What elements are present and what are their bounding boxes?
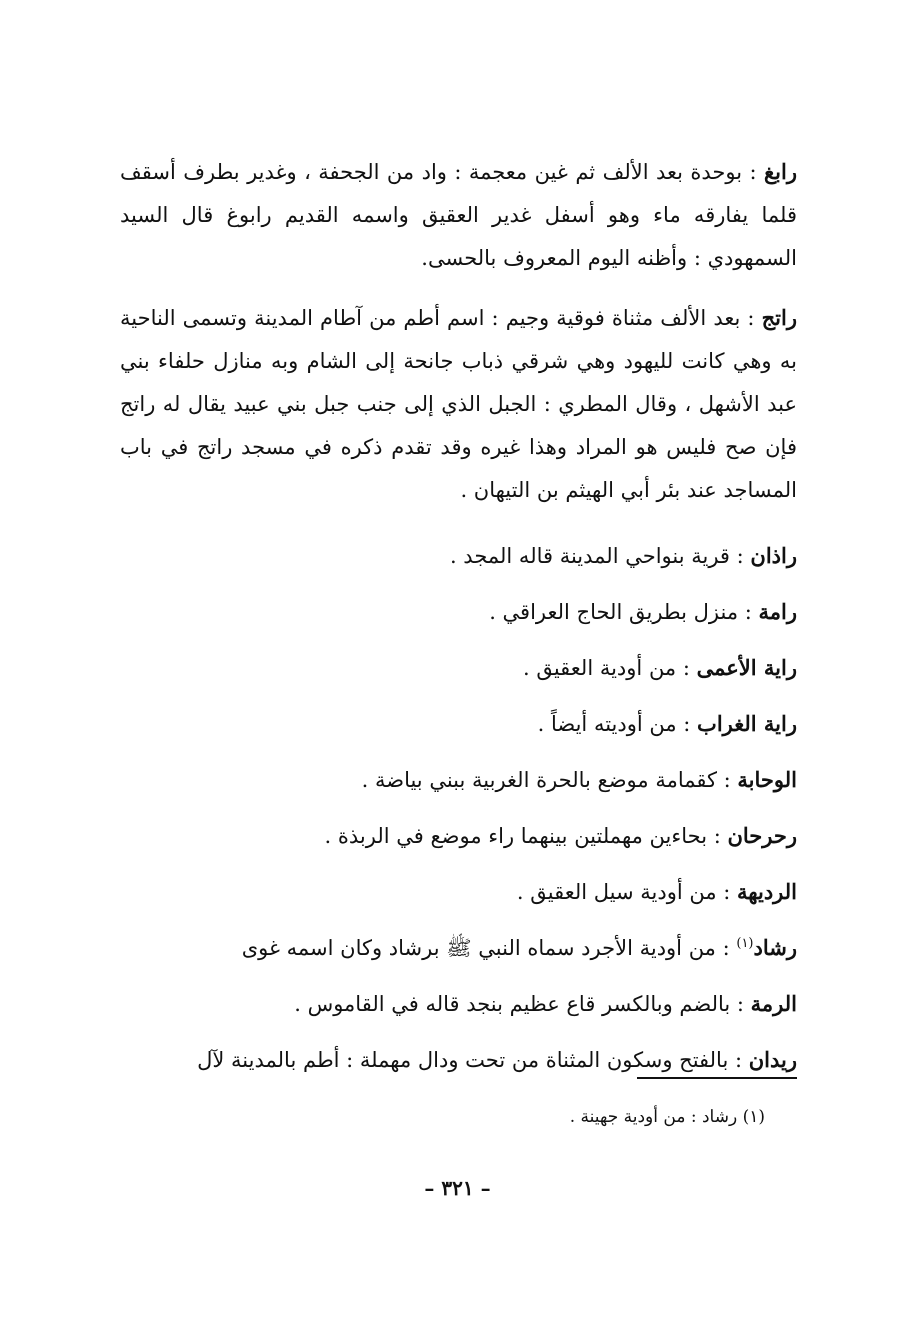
entry-radhan	[120, 528, 797, 584]
entry-text: : بحاءين مهملتين بينهما راء موضع في الربذة .	[324, 824, 728, 848]
entry-term: ريدان	[748, 1047, 797, 1072]
entry-term: الرديهة	[737, 879, 797, 904]
entry-text: : بالفتح وسكون المثناة من تحت ودال مهملة : أطم بالمدينة لآل	[197, 1048, 749, 1072]
entry-term: رابغ	[764, 159, 797, 184]
footnote: (١) رشاد : من أودية جهينة .	[569, 1107, 765, 1127]
entry-rashad	[120, 920, 797, 976]
entry-text: : بالضم وبالكسر قاع عظيم بنجد قاله في القاموس .	[294, 992, 751, 1016]
entry-text: : منزل بطريق الحاج العراقي .	[489, 600, 759, 624]
entry-term: رشاد	[753, 935, 797, 960]
entry-term: رحرحان	[727, 823, 797, 848]
entry-rabigh	[120, 150, 797, 280]
footnote-marker: (١)	[736, 936, 754, 951]
entry-term: راية الغراب	[697, 711, 797, 736]
page-number: – ٣٢١ –	[424, 1176, 491, 1200]
entry-term: راتج	[761, 305, 797, 330]
entry-term: الرمة	[750, 991, 797, 1016]
entry-rayat-al-ama	[120, 640, 797, 696]
entry-text: : من أودية سيل العقيق .	[516, 880, 738, 904]
entries-list	[120, 150, 797, 1088]
entry-raydan	[120, 1032, 797, 1088]
entry-term: الوحابة	[737, 767, 797, 792]
entry-rayat-al-ghurab	[120, 696, 797, 752]
entry-text: : قرية بنواحي المدينة قاله المجد .	[449, 544, 751, 568]
entry-rama	[120, 584, 797, 640]
footnote-divider	[637, 1077, 797, 1079]
entry-term: راذان	[750, 543, 797, 568]
entry-al-radiha	[120, 864, 797, 920]
entry-text: : بعد الألف مثناة فوقية وجيم : اسم أطم من آطام المدينة وتسمى الناحية به وهي كانت لليهود وهي شرقي ذباب جانحة إلى الشام وبه منازل حلفاء بني عبد الأشهل ، وقال المطري : الجبل الذي إلى جنب جبل بني عبيد يقال له راتج فإن صح فليس هو المراد وهذا غيره وقد تقدم ذكره في مسجد راتج في باب المساجد عند بئر أبي الهيثم بن التيهان .	[120, 306, 797, 502]
entry-text: : من أودية الأجرد سماه النبي ﷺ برشاد وكان اسمه غوى	[241, 936, 737, 960]
entry-text: : من أودية العقيق .	[522, 656, 697, 680]
entry-ratij	[120, 296, 797, 512]
entry-rahrahan	[120, 808, 797, 864]
entry-text: : بوحدة بعد الألف ثم غين معجمة : واد من الجحفة ، وغدير بطرف أسقف قلما يفارقه ماء وهو أسفل غدير العقيق واسمه القديم رابوغ قال السيد السمهودي : وأظنه اليوم المعروف بالحسى.	[120, 160, 797, 270]
entry-al-rimma	[120, 976, 797, 1032]
entry-term: راية الأعمى	[696, 655, 797, 680]
entry-text: : من أوديته أيضاً .	[537, 712, 698, 736]
entry-text: : كقمامة موضع بالحرة الغربية ببني بياضة .	[361, 768, 738, 792]
entry-al-wahaba	[120, 752, 797, 808]
entry-term: رامة	[758, 599, 797, 624]
